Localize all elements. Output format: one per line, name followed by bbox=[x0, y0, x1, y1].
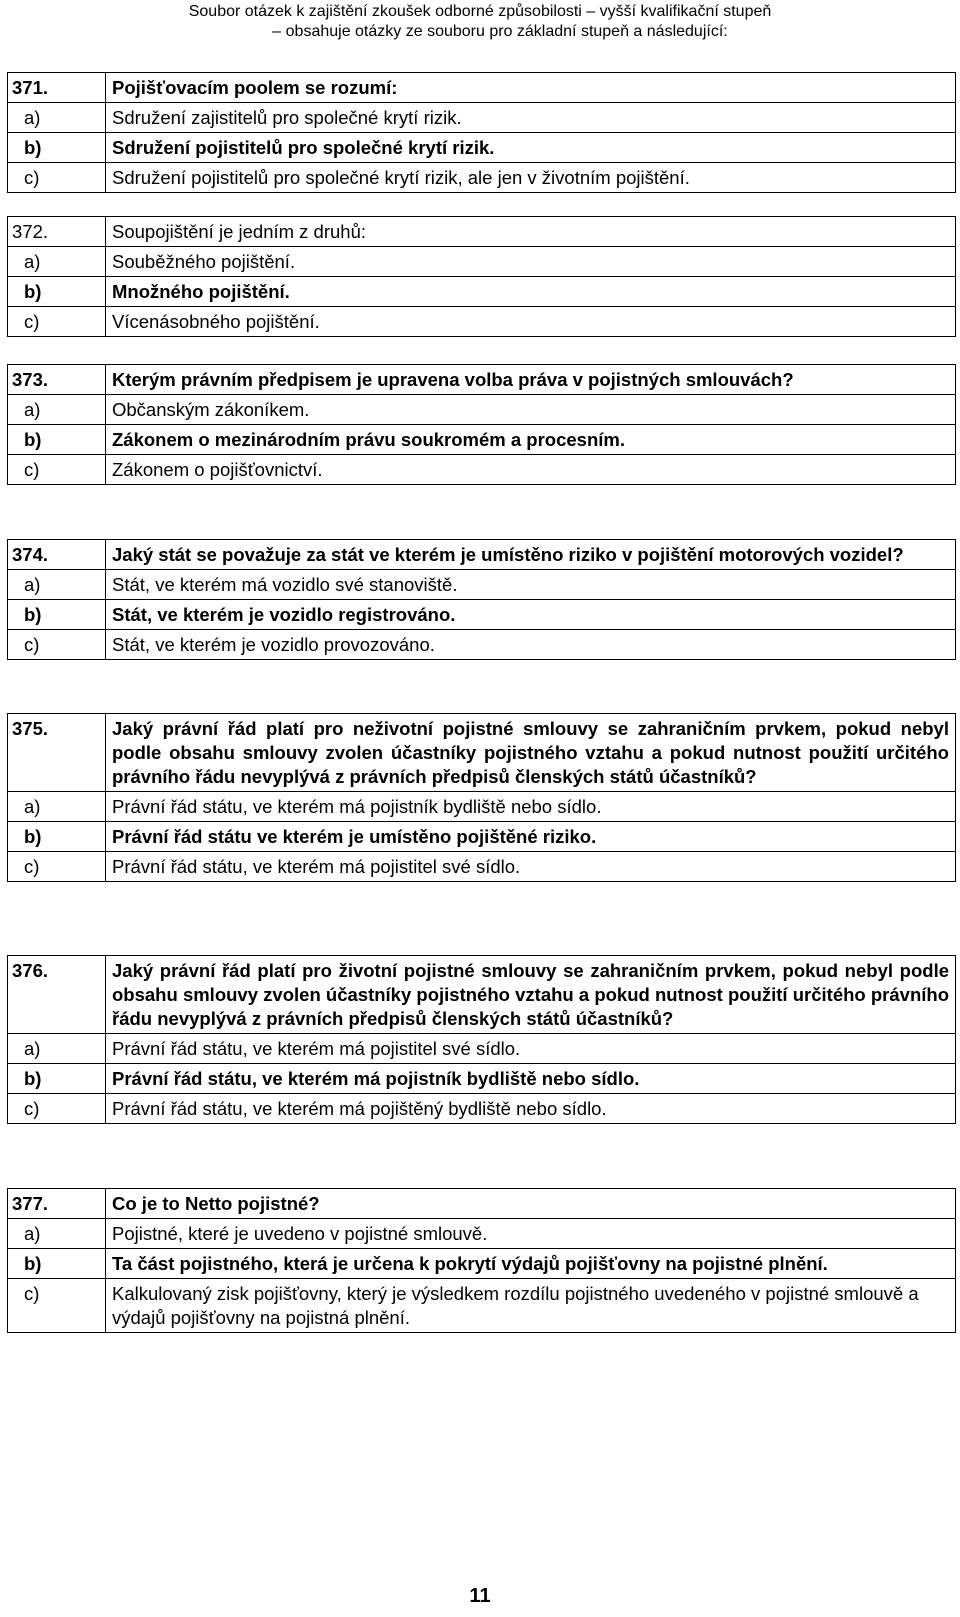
answer-label: c) bbox=[8, 307, 106, 336]
answer-text: Pojistné, které je uvedeno v pojistné smlouvě. bbox=[112, 1223, 488, 1244]
question-block-376 bbox=[7, 955, 956, 1124]
question-block-373 bbox=[7, 364, 956, 485]
question-row bbox=[8, 714, 955, 792]
answer-label: b) bbox=[8, 133, 106, 162]
question-number: 375. bbox=[8, 714, 106, 791]
answer-text: Stát, ve kterém je vozidlo registrováno. bbox=[112, 604, 456, 625]
question-text: Soupojištění je jedním z druhů: bbox=[112, 221, 367, 242]
page-number: 11 bbox=[469, 1585, 491, 1607]
answer-text: Zákonem o pojišťovnictví. bbox=[112, 459, 323, 480]
answer-text: Vícenásobného pojištění. bbox=[112, 311, 320, 332]
answer-label: c) bbox=[8, 630, 106, 659]
answer-label: c) bbox=[8, 455, 106, 484]
question-number: 372. bbox=[8, 217, 106, 246]
answer-text: Sdružení pojistitelů pro společné krytí rizik, ale jen v životním pojištění. bbox=[112, 167, 690, 188]
answer-text: Souběžného pojištění. bbox=[112, 251, 296, 272]
answer-row-a bbox=[8, 247, 955, 277]
answer-text: Stát, ve kterém má vozidlo své stanoviště. bbox=[112, 574, 458, 595]
answer-row-c bbox=[8, 455, 955, 485]
answer-row-b-correct bbox=[8, 1064, 955, 1094]
answer-text: Ta část pojistného, která je určena k pokrytí výdajů pojišťovny na pojistné plnění. bbox=[112, 1253, 828, 1274]
question-number: 373. bbox=[8, 365, 106, 394]
answer-row-a bbox=[8, 1034, 955, 1064]
answer-row-b-correct bbox=[8, 425, 955, 455]
answer-label: b) bbox=[8, 425, 106, 454]
question-row bbox=[8, 365, 955, 395]
question-block-375 bbox=[7, 713, 956, 882]
question-row bbox=[8, 217, 955, 247]
answer-text: Právní řád státu ve kterém je umístěno pojištěné riziko. bbox=[112, 826, 597, 847]
answer-label: b) bbox=[8, 1249, 106, 1278]
answer-text: Sdružení zajistitelů pro společné krytí rizik. bbox=[112, 107, 462, 128]
answer-text: Právní řád státu, ve kterém má pojistitel své sídlo. bbox=[112, 856, 521, 877]
answer-label: a) bbox=[8, 1219, 106, 1248]
question-number: 374. bbox=[8, 540, 106, 569]
answer-label: a) bbox=[8, 103, 106, 132]
answer-text: Množného pojištění. bbox=[112, 281, 290, 302]
answer-text: Právní řád státu, ve kterém má pojistník bydliště nebo sídlo. bbox=[112, 796, 602, 817]
answer-row-a bbox=[8, 395, 955, 425]
question-row bbox=[8, 1189, 955, 1219]
question-block-372 bbox=[7, 216, 956, 337]
question-text: Kterým právním předpisem je upravena volba práva v pojistných smlouvách? bbox=[112, 369, 794, 390]
answer-label: a) bbox=[8, 247, 106, 276]
question-text: Pojišťovacím poolem se rozumí: bbox=[112, 77, 398, 98]
answer-text: Sdružení pojistitelů pro společné krytí rizik. bbox=[112, 137, 495, 158]
answer-row-b-correct bbox=[8, 600, 955, 630]
page-header bbox=[0, 0, 960, 42]
answer-label: c) bbox=[8, 1279, 106, 1332]
question-block-377 bbox=[7, 1188, 956, 1333]
question-number: 376. bbox=[8, 956, 106, 1033]
answer-label: b) bbox=[8, 1064, 106, 1093]
answer-row-b-correct bbox=[8, 277, 955, 307]
answer-row-b-correct bbox=[8, 822, 955, 852]
answer-row-b-correct bbox=[8, 133, 955, 163]
answer-label: b) bbox=[8, 277, 106, 306]
answer-row-b-correct bbox=[8, 1249, 955, 1279]
answer-label: a) bbox=[8, 1034, 106, 1063]
answer-label: c) bbox=[8, 1094, 106, 1123]
question-row bbox=[8, 73, 955, 103]
answer-row-c bbox=[8, 163, 955, 193]
question-number: 371. bbox=[8, 73, 106, 102]
question-row bbox=[8, 956, 955, 1034]
answer-row-c bbox=[8, 1279, 955, 1333]
question-block-371 bbox=[7, 72, 956, 193]
question-block-374 bbox=[7, 539, 956, 660]
answer-label: a) bbox=[8, 792, 106, 821]
question-text: Jaký stát se považuje za stát ve kterém je umístěno riziko v pojištění motorových vozidel? bbox=[112, 544, 904, 565]
header-line-1: Soubor otázek k zajištění zkoušek odborné způsobilosti – vyšší kvalifikační stupeň bbox=[188, 3, 772, 20]
answer-row-c bbox=[8, 307, 955, 337]
answer-text: Stát, ve kterém je vozidlo provozováno. bbox=[112, 634, 435, 655]
question-text: Jaký právní řád platí pro neživotní pojistné smlouvy se zahraničním prvkem, pokud nebyl podle obsahu smlouvy zvolen účastníky pojistného vztahu a pokud nutnost použití určitého právního řádu nevyplývá z právních předpisů členských států účastníků? bbox=[112, 718, 949, 787]
answer-row-c bbox=[8, 852, 955, 882]
answer-row-a bbox=[8, 792, 955, 822]
answer-label: a) bbox=[8, 570, 106, 599]
answer-row-c bbox=[8, 630, 955, 660]
answer-text: Právní řád státu, ve kterém má pojištěný bydliště nebo sídlo. bbox=[112, 1098, 607, 1119]
answer-label: a) bbox=[8, 395, 106, 424]
answer-row-a bbox=[8, 1219, 955, 1249]
answer-label: c) bbox=[8, 852, 106, 881]
answer-row-c bbox=[8, 1094, 955, 1124]
header-line-2: – obsahuje otázky ze souboru pro základní stupeň a následující: bbox=[272, 23, 728, 40]
question-row bbox=[8, 540, 955, 570]
answer-text: Zákonem o mezinárodním právu soukromém a procesním. bbox=[112, 429, 625, 450]
answer-text: Občanským zákoníkem. bbox=[112, 399, 310, 420]
answer-label: b) bbox=[8, 600, 106, 629]
question-number: 377. bbox=[8, 1189, 106, 1218]
answer-label: b) bbox=[8, 822, 106, 851]
answer-row-a bbox=[8, 570, 955, 600]
answer-text: Právní řád státu, ve kterém má pojistník bydliště nebo sídlo. bbox=[112, 1068, 640, 1089]
answer-text: Právní řád státu, ve kterém má pojistitel své sídlo. bbox=[112, 1038, 521, 1059]
question-text: Jaký právní řád platí pro životní pojistné smlouvy se zahraničním prvkem, pokud nebyl podle obsahu smlouvy zvolen účastníky pojistného vztahu a pokud nutnost použití určitého právního řádu nevyplývá z právních předpisů členských států účastníků? bbox=[112, 960, 949, 1029]
question-text: Co je to Netto pojistné? bbox=[112, 1193, 320, 1214]
answer-row-a bbox=[8, 103, 955, 133]
answer-label: c) bbox=[8, 163, 106, 192]
answer-text: Kalkulovaný zisk pojišťovny, který je výsledkem rozdílu pojistného uvedeného v pojistné smlouvě a výdajů pojišťovny na pojistná plnění. bbox=[112, 1283, 919, 1328]
